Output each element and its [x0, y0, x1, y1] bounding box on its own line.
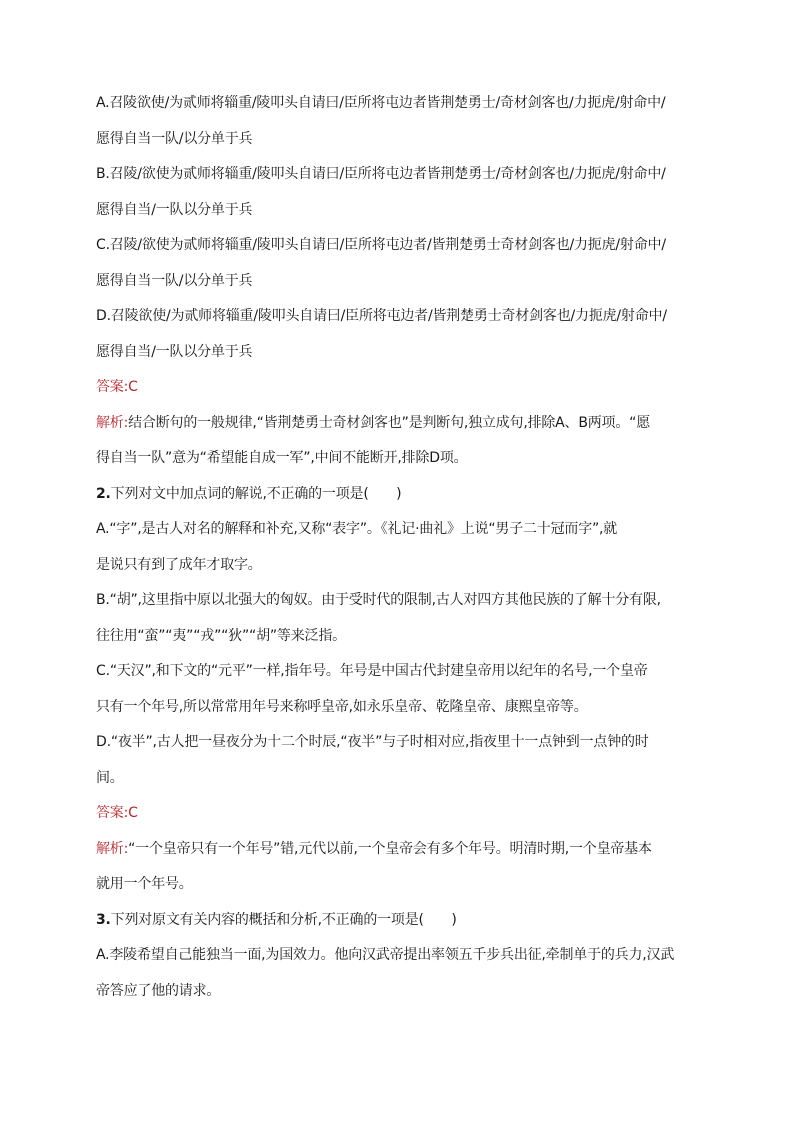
q1-option-d-line2: 愿得自当/一队以分单于兵 [96, 343, 253, 360]
q1-option-b-line1: B.召陵/欲使为贰师将辎重/陵叩头自请曰/臣所将屯边者皆荆楚勇士/奇材剑客也/力扼虎/射命中/ [96, 166, 666, 182]
q2-option-c-line2: 只有一个年号,所以常常用年号来称呼皇帝,如永乐皇帝、乾隆皇帝、康熙皇帝等。 [96, 698, 588, 715]
q2-analysis-line1 [96, 832, 706, 868]
q1-option-c-line1: C.召陵/欲使为贰师将辎重/陵叩头自请曰/臣所将屯边者/皆荆楚勇士奇材剑客也/力扼虎/射命中/ [96, 237, 666, 253]
q1-option-b-line2: 愿得自当/一队以分单于兵 [96, 201, 253, 218]
q3-option-a-line2: 帝答应了他的请求。 [96, 982, 221, 999]
question-number: 3. [96, 911, 111, 928]
q1-analysis-line2: 得自当一队”意为“希望能自成一军”,中间不能断开,排除D项。 [96, 450, 468, 466]
answer-value: C [128, 805, 138, 821]
q2-stem [96, 477, 706, 513]
q2-option-a-line2: 是说只有到了成年才取字。 [96, 556, 262, 573]
analysis-text: 结合断句的一般规律,“皆荆楚勇士奇材剑客也”是判断句,独立成句,排除A、B两项。“愿 [128, 414, 651, 431]
question-stem: 下列对文中加点词的解说,不正确的一项是( ) [110, 485, 402, 502]
q2-option-d-line1: D.“夜半”,古人把一昼夜分为十二个时辰,“夜半”与子时相对应,指夜里十一点钟到一点钟的时 [96, 734, 649, 750]
q2-option-c-line1: C.“天汉”,和下文的“元平”一样,指年号。年号是中国古代封建皇帝用以纪年的名号,一个皇帝 [96, 663, 648, 679]
question-number: 2. [96, 485, 111, 502]
analysis-label: 解析: [96, 840, 129, 857]
page-content [96, 86, 706, 1009]
answer-value: C [128, 379, 138, 395]
q1-analysis-line1 [96, 406, 706, 442]
q1-answer [96, 370, 706, 406]
q2-answer [96, 796, 706, 832]
question-stem: 下列对原文有关内容的概括和分析,不正确的一项是( ) [110, 911, 457, 928]
analysis-text: “一个皇帝只有一个年号”错,元代以前,一个皇帝会有多个年号。明清时期,一个皇帝基本 [128, 840, 652, 857]
answer-label: 答案: [96, 805, 129, 821]
q2-option-b-line1: B.“胡”,这里指中原以北强大的匈奴。由于受时代的限制,古人对四方其他民族的了解十分有限, [96, 592, 661, 608]
q1-option-c-line2: 愿得自当一队/以分单于兵 [96, 272, 253, 289]
q1-option-d-line1: D.召陵欲使/为贰师将辎重/陵叩头自请曰/臣所将屯边者/皆荆楚勇士奇材剑客也/力扼虎/射命中/ [96, 308, 667, 324]
q2-analysis-line2: 就用一个年号。 [96, 876, 193, 892]
q1-option-a-line1: A.召陵欲使/为贰师将辎重/陵叩头自请曰/臣所将屯边者皆荆楚勇士/奇材剑客也/力扼虎/射命中/ [96, 95, 666, 111]
q2-option-a-line1: A.“字”,是古人对名的解释和补充,又称“表字”。《礼记·曲礼》上说“男子二十冠而字”,就 [96, 521, 618, 537]
answer-label: 答案: [96, 379, 129, 395]
q3-stem [96, 903, 706, 939]
analysis-label: 解析: [96, 414, 129, 431]
q2-option-d-line2: 间。 [96, 769, 124, 786]
q1-option-a-line2: 愿得自当一队/以分单于兵 [96, 130, 253, 147]
q3-option-a-line1: A.李陵希望自己能独当一面,为国效力。他向汉武帝提出率领五千步兵出征,牵制单于的兵力,汉武 [96, 947, 675, 963]
q2-option-b-line2: 往往用“蛮”“夷”“戎”“狄”“胡”等来泛指。 [96, 627, 346, 644]
